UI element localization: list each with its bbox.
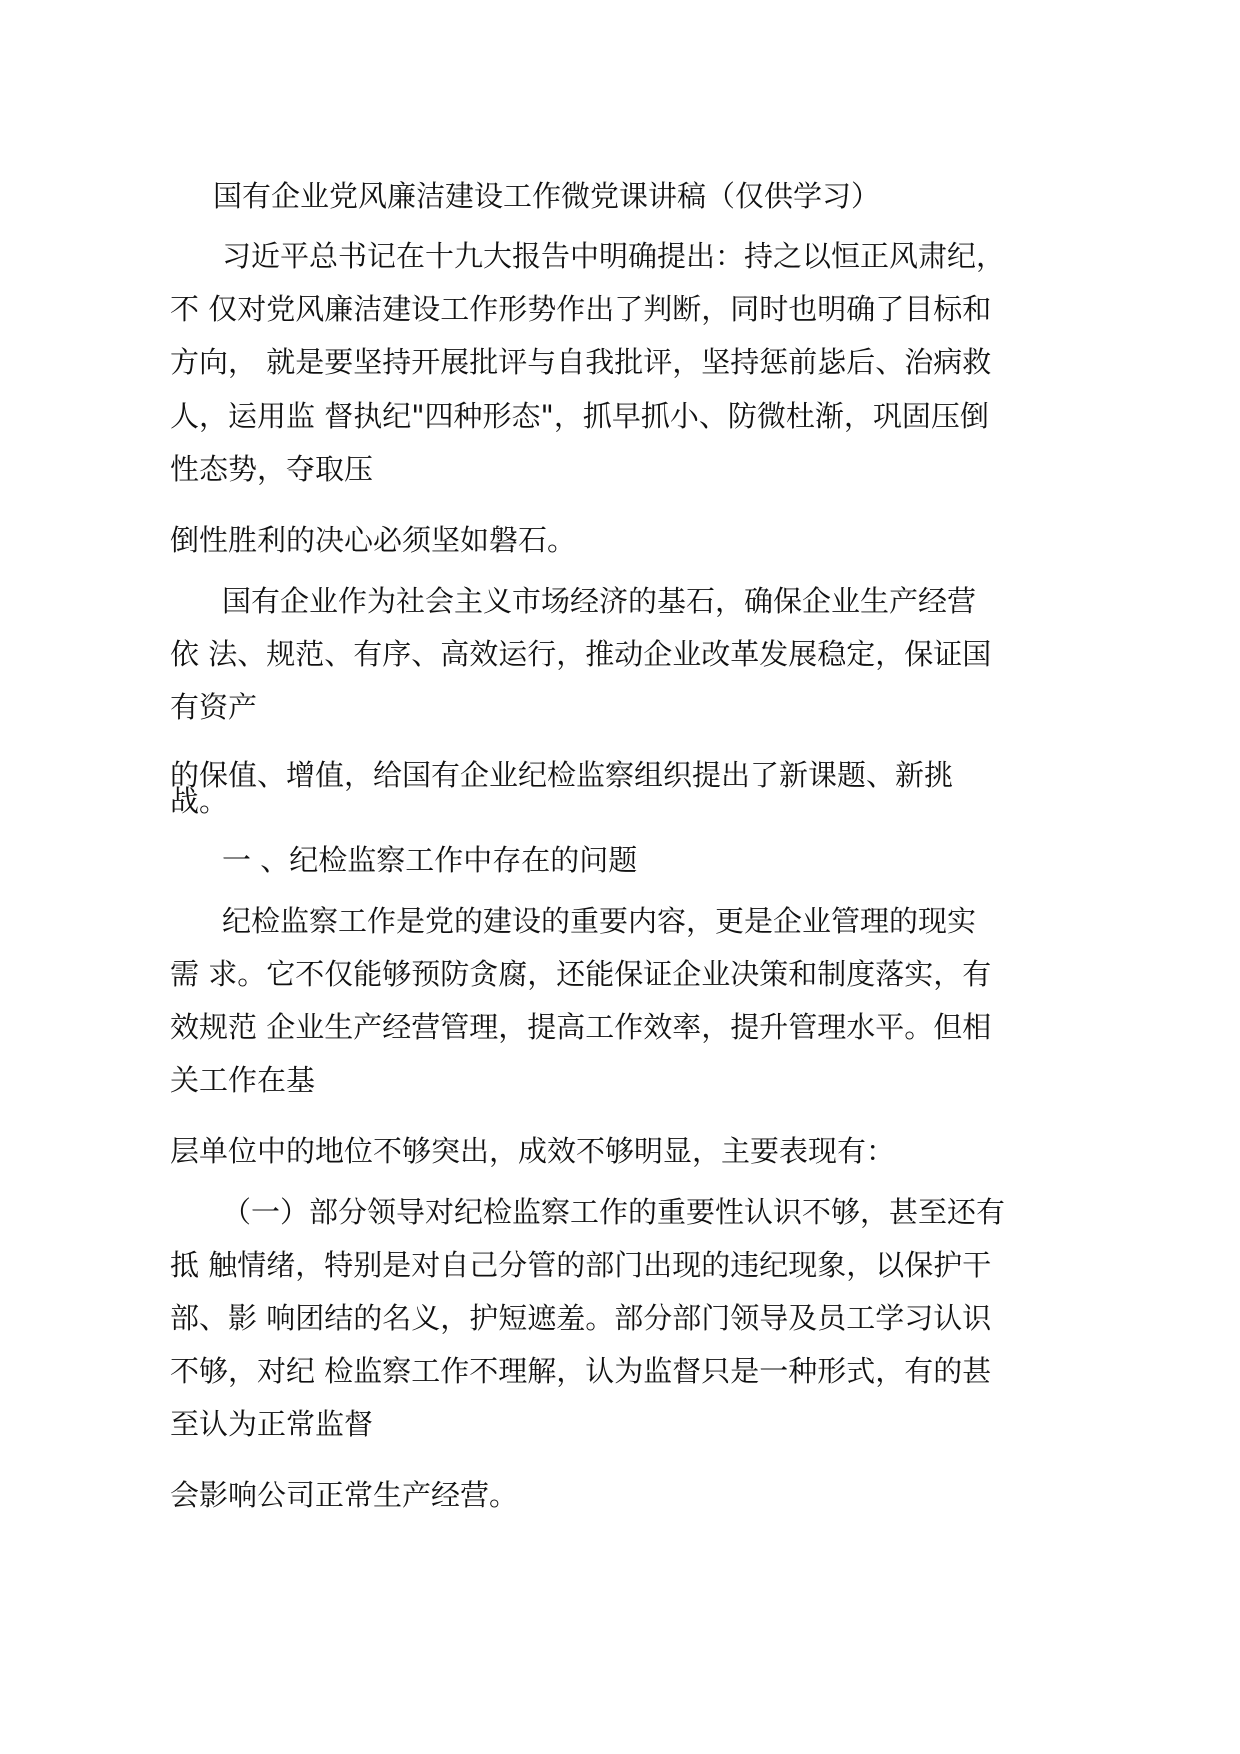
text-line: （一）部分领导对纪检监察工作的重要性认识不够，甚至还有 xyxy=(222,1195,1006,1229)
text-line: 不够，对纪 检监察工作不理解，认为监督只是一种形式，有的甚 xyxy=(170,1354,992,1388)
text-line: 会影响公司正常生产经营。 xyxy=(170,1478,519,1512)
text-line: 效规范 企业生产经营管理，提高工作效率，提升管理水平。但相 xyxy=(170,1010,992,1044)
text-line: 的保值、增值，给国有企业纪检监察组织提出了新课题、新挑 xyxy=(170,758,954,792)
text-line: 战。 xyxy=(170,784,229,818)
text-line: 有资产 xyxy=(170,690,258,724)
text-line: 纪检监察工作是党的建设的重要内容，更是企业管理的现实 xyxy=(222,904,977,938)
text-line: 部、影 响团结的名义，护短遮羞。部分部门领导及员工学习认识 xyxy=(170,1301,992,1335)
text-line: 至认为正常监督 xyxy=(170,1407,374,1441)
text-line: 性态势，夺取压 xyxy=(170,452,374,486)
text-line: 倒性胜利的决心必须坚如磐石。 xyxy=(170,523,577,557)
text-line: 人，运用监 督执纪"四种形态"，抓早抓小、防微杜渐，巩固压倒 xyxy=(170,399,989,433)
text-line: 抵 触情绪，特别是对自己分管的部门出现的违纪现象，以保护干 xyxy=(170,1248,992,1282)
text-line: 关工作在基 xyxy=(170,1063,316,1097)
text-line: 依 法、规范、有序、高效运行，推动企业改革发展稳定，保证国 xyxy=(170,637,992,671)
text-line: 国有企业作为社会主义市场经济的基石，确保企业生产经营 xyxy=(222,584,977,618)
text-line: 不 仅对党风廉洁建设工作形势作出了判断，同时也明确了目标和 xyxy=(170,292,992,326)
section-heading: 一 、纪检监察工作中存在的问题 xyxy=(222,843,638,877)
text-line: 需 求。它不仅能够预防贪腐，还能保证企业决策和制度落实，有 xyxy=(170,957,992,991)
text-line: 层单位中的地位不够突出，成效不够明显，主要表现有： xyxy=(170,1134,896,1168)
text-line: 方向， 就是要坚持开展批评与自我批评，坚持惩前毖后、治病救 xyxy=(170,345,992,379)
document-title: 国有企业党风廉洁建设工作微党课讲稿（仅供学习） xyxy=(213,179,881,213)
text-line: 习近平总书记在十九大报告中明确提出：持之以恒正风肃纪， xyxy=(222,239,1006,273)
